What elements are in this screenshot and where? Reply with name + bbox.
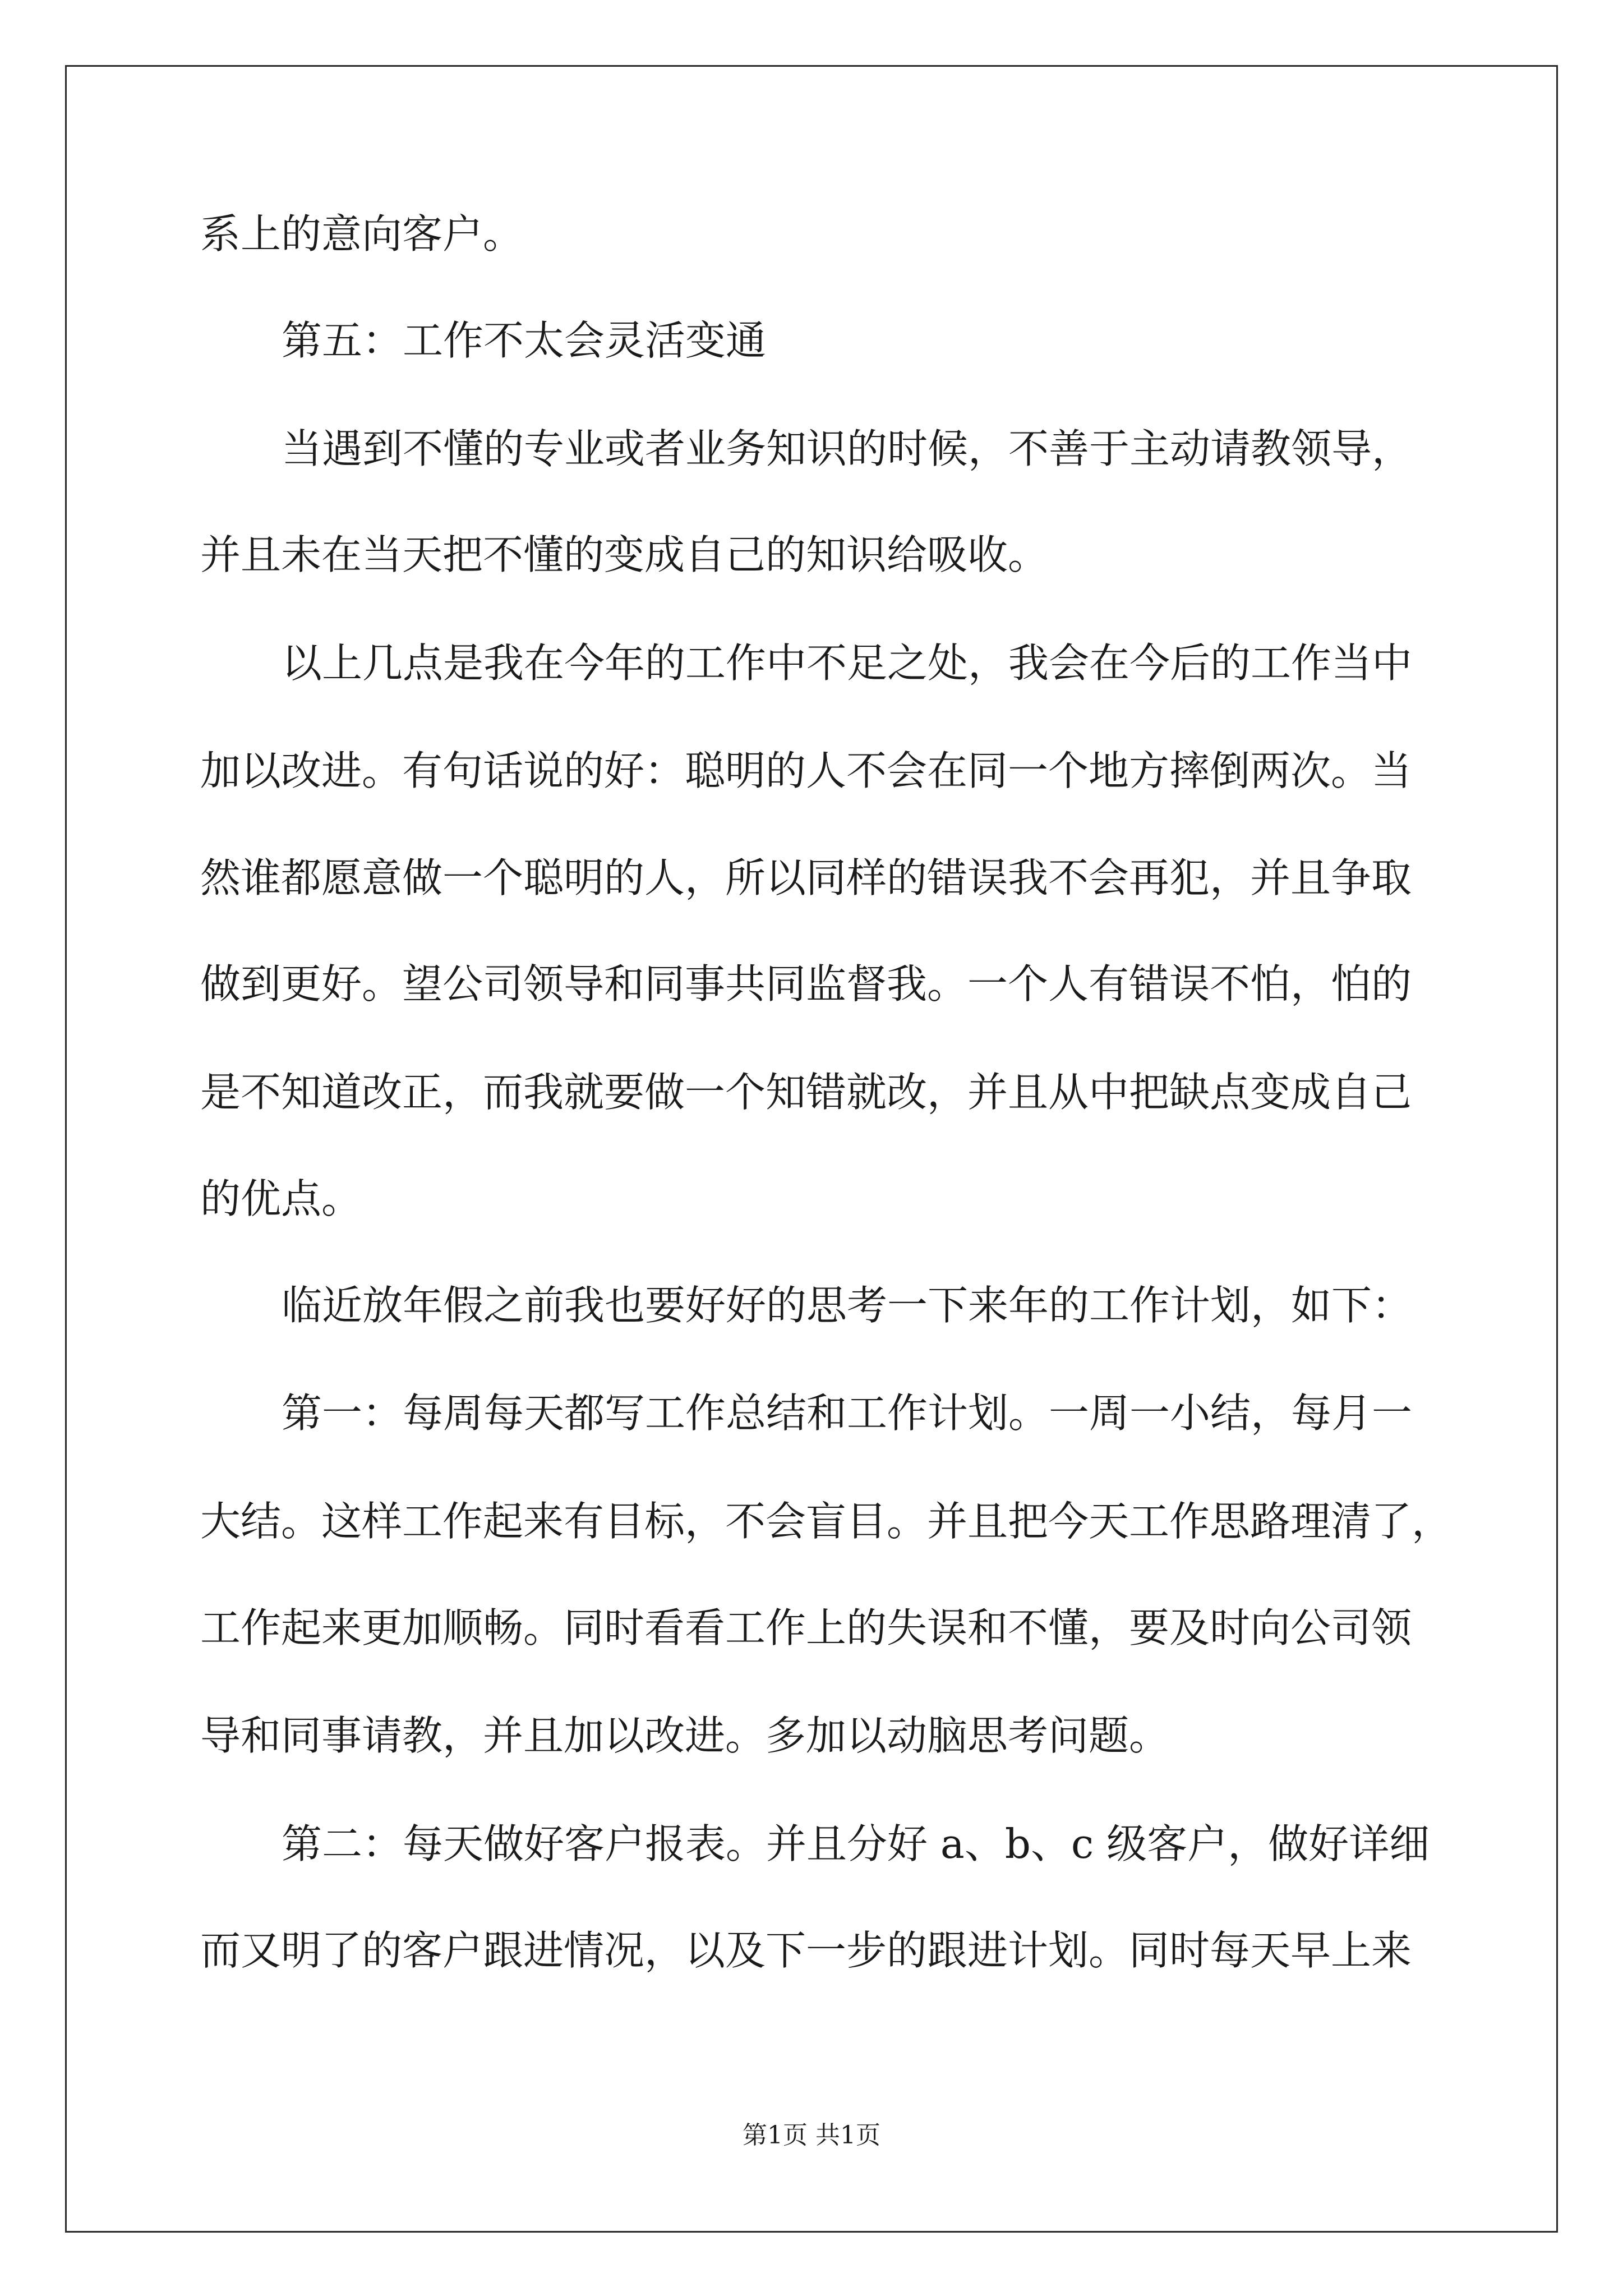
text-line: 第二：每天做好客户报表。并且分好 a、b、c 级客户，做好详细 [282,1820,1430,1867]
text-line: 做到更好。望公司领导和同事共同监督我。一个人有错误不怕，怕的 [200,960,1412,1007]
text-line: 工作起来更加顺畅。同时看看工作上的失误和不懂，要及时向公司领 [200,1604,1412,1651]
text-line: 导和同事请教，并且加以改进。多加以动脑思考问题。 [200,1712,1170,1759]
text-line: 系上的意向客户。 [200,210,524,257]
section-heading: 第五：工作不太会灵活变通 [282,317,767,364]
text-line: 的优点。 [200,1175,362,1222]
text-line: 当遇到不懂的专业或者业务知识的时候，不善于主动请教领导， [282,425,1413,472]
page-border [65,65,1558,2233]
text-line: 然谁都愿意做一个聪明的人，所以同样的错误我不会再犯，并且争取 [200,854,1412,901]
page-number-footer: 第1页 共1页 [743,2121,880,2150]
text-line: 第一：每周每天都写工作总结和工作计划。一周一小结，每月一 [282,1389,1413,1437]
text-line: 以上几点是我在今年的工作中不足之处，我会在今后的工作当中 [282,639,1413,687]
text-line: 是不知道改正，而我就要做一个知错就改，并且从中把缺点变成自己 [200,1069,1412,1116]
text-line: 临近放年假之前我也要好好的思考一下来年的工作计划，如下： [282,1282,1413,1329]
text-line: 大结。这样工作起来有目标，不会盲目。并且把今天工作思路理清了， [200,1498,1453,1545]
text-line: 加以改进。有句话说的好：聪明的人不会在同一个地方摔倒两次。当 [200,747,1412,794]
text-line: 而又明了的客户跟进情况，以及下一步的跟进计划。同时每天早上来 [200,1927,1412,1974]
text-line: 并且未在当天把不懂的变成自己的知识给吸收。 [200,531,1049,578]
